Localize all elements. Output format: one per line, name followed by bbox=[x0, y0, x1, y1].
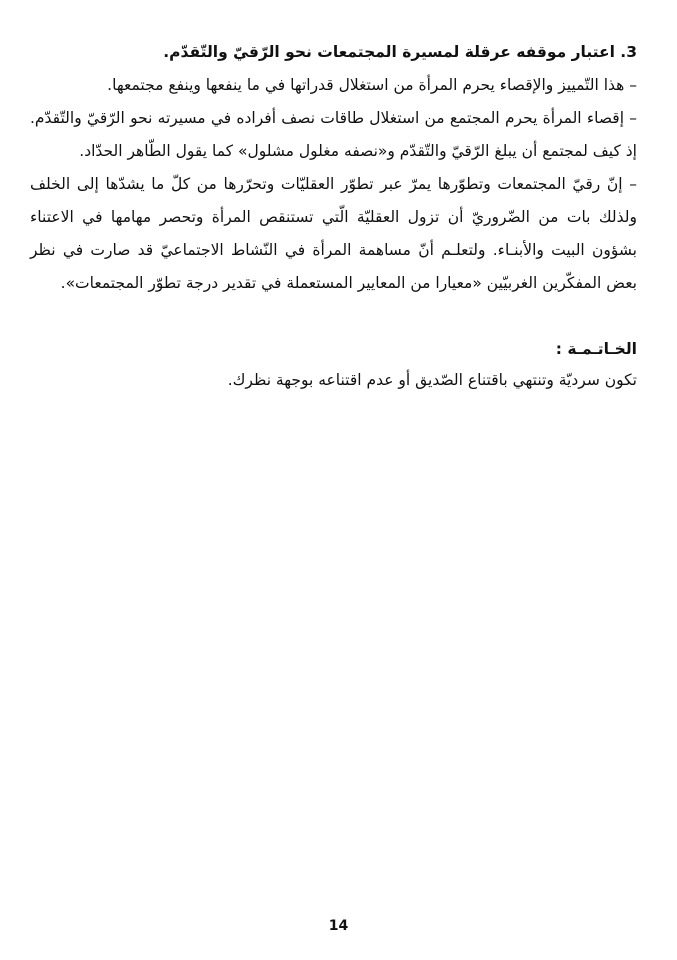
paragraph-2: – إقصاء المرأة يحرم المجتمع من استغلال طاقات نصف أفراده في مسيرته نحو الرّقيّ والتّقدّم. إذ كيف لمجتمع أن يبلغ الرّقيّ والتّقدّم و«نصفه مغلول مشلول» كما يقول الطّاهر الحدّاد. bbox=[30, 109, 637, 160]
conclusion-text: تكون سرديّة وتنتهي باقتناع الصّديق أو عدم اقتناعه بوجهة نظرك. bbox=[227, 371, 637, 389]
page-number: 14 bbox=[328, 918, 349, 934]
section-heading: 3. اعتبار موقفه عرقلة لمسيرة المجتمعات نحو الرّقيّ والتّقدّم. bbox=[163, 43, 637, 61]
page-content bbox=[30, 36, 637, 396]
paragraph-3: – إنّ رقيّ المجتمعات وتطوّرها يمرّ عبر تطوّر العقليّات وتحرّرها من كلّ ما يشدّها إلى الخلف ولذلك بات من الضّروريّ أن تزول العقليّة الّتي تستنقص المرأة وتحصر مهامها في الاعتناء بشؤون البيت والأبنـاء. ولتعلـم أنّ مساهمة المرأة في النّشاط الاجتماعيّ قد صارت في نظر بعض المفكّرين الغربيّين «معيارا من المعايير المستعملة في تقدير درجة تطوّر المجتمعات». bbox=[30, 175, 637, 292]
paragraph-1: – هذا التّمييز والإقصاء يحرم المرأة من استغلال قدراتها في ما ينفعها وينفع مجتمعها. bbox=[107, 76, 637, 94]
conclusion-title: الخـاتـمـة : bbox=[555, 340, 637, 358]
